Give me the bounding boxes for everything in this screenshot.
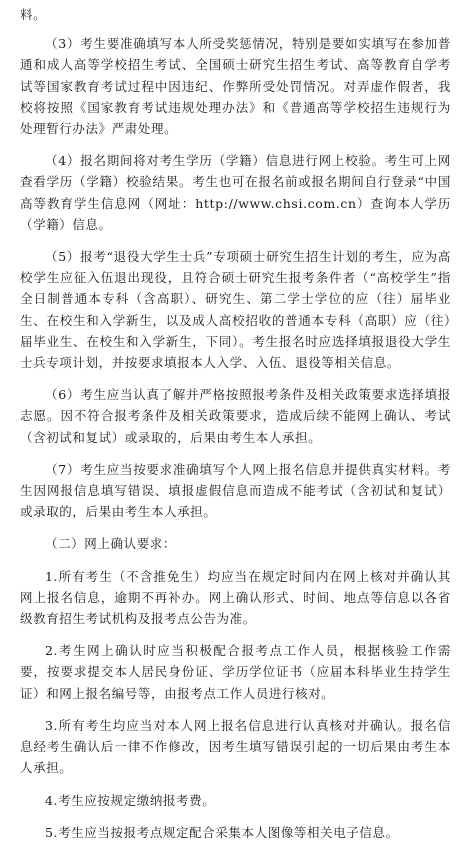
paragraph-item-7-accurate-info: （7）考生应当按要求准确填写个人网上报名信息并提供真实材料。考生因网报信息填写错误、填报虚假信息而造成不能考试（含初试和复试）或录取的，后果由考生本人承担。 — [20, 461, 451, 520]
paragraph-item-4-education-verification: （4）报名期间将对考生学历（学籍）信息进行网上校验。考生可上网查看学历（学籍）校验结果。考生也可在报名前或报名期间自行登录“中国高等教育学生信息网（网址：http://www.chsi.com.cn）查询本人学历（学籍）信息。 — [20, 153, 451, 232]
paragraph-continuation: 料。 — [20, 7, 47, 22]
paragraph-item-5-veteran-plan: （5）报考“退役大学生士兵”专项硕士研究生招生计划的考生，应为高校学生应征入伍退出现役，且符合硕士研究生报考条件者（“高校学生”指全日制普通本专科（含高职）、研究生、第二学士学位的应（往）届毕业生、在校生和入学新生，以及成人高校招收的普通本专科（高职）应（往）届毕业生、在校生和入学新生，下同）。考生报名时应选择填报退役大学生士兵专项计划，并按要求填报本人入学、入伍、退役等相关信息。 — [20, 249, 451, 371]
paragraph-confirm-3: 3.所有考生均应当对本人网上报名信息进行认真核对并确认。报名信息经考生确认后一律不作修改，因考生填写错误引起的一切后果由考生本人承担。 — [20, 717, 451, 776]
paragraph-item-6-eligibility: （6）考生应当认真了解并严格按照报考条件及相关政策要求选择填报志愿。因不符合报考条件及相关政策要求，造成后续不能网上确认、考试（含初试和复试）或录取的，后果由考生本人承担。 — [20, 387, 451, 445]
paragraph-item-3-rewards-penalties: （3）考生要准确填写本人所受奖惩情况，特别是要如实填写在参加普通和成人高等学校招生考试、全国硕士研究生招生考试、高等教育自学考试等国家教育考试过程中因违纪、作弊所受处罚情况。对弄虚作假者，我校将按照《国家教育考试违规处理办法》和《普通高等学校招生违规行为处理暂行办法》严肃处理。 — [20, 36, 451, 137]
paragraph-confirm-1: 1.所有考生（不含推免生）均应当在规定时间内在网上核对并确认其网上报名信息，逾期不再补办。网上确认形式、时间、地点等信息以各省级教育招生考试机构及报考点公告为准。 — [20, 568, 451, 627]
section-heading-online-confirmation: （二）网上确认要求： — [45, 536, 177, 552]
paragraph-confirm-2: 2.考生网上确认时应当积极配合报考点工作人员，根据核验工作需要，按要求提交本人居民身份证、学历学位证书（应届本科毕业生持学生证）和网上报名编号等，由报考点工作人员进行核对。 — [20, 643, 451, 701]
paragraph-confirm-5: 5.考生应当按报考点规定配合采集本人图像等相关电子信息。 — [45, 824, 399, 840]
paragraph-confirm-4: 4.考生应按规定缴纳报考费。 — [45, 792, 216, 808]
